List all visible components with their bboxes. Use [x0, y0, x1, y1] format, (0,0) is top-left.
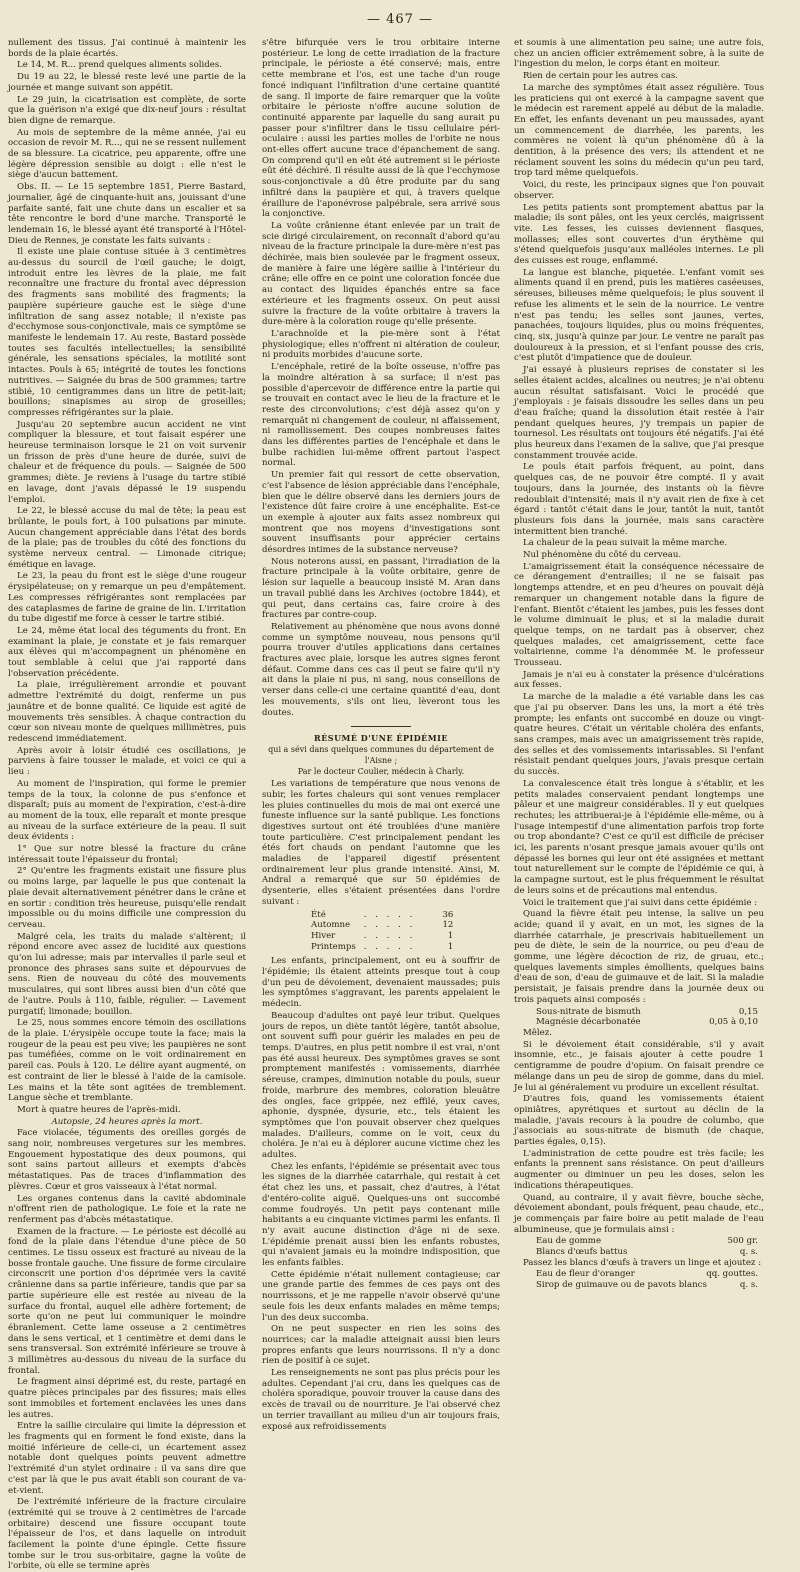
column-left-body — [8, 38, 246, 1572]
paragraph: J'ai essayé à plusieurs reprises de constater si les selles étaient acides, alcalines ou neutres; je n'ai obtenu aucun résultat satisfaisant. Voici le procédé que j'employais : je faisais dissoudre les selles dans un peu d'eau fraîche; quand la dissolution était restée à l'air pendant quelques heures, j'y trempais un papier de tournesol. Les résultats ont toujours été négatifs. J'ai été plus heureux dans l'examen de la salive, que j'ai presque constamment trouvée acide. — [514, 365, 764, 461]
section-subtitle: qui a sévi dans quelques communes du département de l'Aisne ; — [268, 745, 494, 765]
stats-row — [307, 931, 457, 942]
paragraph: On ne peut suspecter en rien les soins des nourrices; car la maladie atteignait aussi bien leurs propres enfants que leurs nourrissons. Il n'y a donc rien de positif à ce sujet. — [262, 1324, 500, 1367]
paragraph: La plaie, irrégulièrement arrondie et pouvant admettre l'extrémité du doigt, renferme un pus jaunâtre et de bonne qualité. Ce liquide est agité de mouvements très sensibles. À chaque contraction du cœur son niveau monte de quelques millimètres, puis redescend immédiatement. — [8, 680, 246, 744]
paragraph: Le fragment ainsi déprimé est, du reste, partagé en quatre pièces principales par des fissures; mais elles sont immobiles et fortement enclavées les unes dans les autres. — [8, 1377, 246, 1420]
paragraph: nullement des tissus. J'ai continué à maintenir les bords de la plaie écartés. — [8, 38, 246, 59]
paragraph: Nous noterons aussi, en passant, l'irradiation de la fracture principale à la voûte orbitaire, genre de lésion sur laquelle a beaucoup insisté M. Aran dans un travail publié dans les Archives (octobre 1844), et qui peut, dans certains cas, faire croire à des fractures par contre-coup. — [262, 556, 500, 621]
recipe-line — [514, 1007, 764, 1018]
column-right — [514, 38, 764, 1291]
recipe-item: Sirop de guimauve ou de pavots blancs — [536, 1280, 707, 1291]
paragraph: La marche des symptômes était assez régulière. Tous les praticiens qui ont exercé à la campagne savent que le médecin est rarement appelé au début de la maladie. En effet, les enfants devenant un peu maussades, ayant un commencement de diarrhée, les parents, les commères ne voient là qu'un phénomène dû à la dentition, à la présence des vers; ils attendent et ne réclament souvent les soins du médecin qu'un peu tard, trop tard même quelquefois. — [514, 82, 764, 179]
paragraph: La chaleur de la peau suivait la même marche. — [523, 538, 728, 549]
paragraph: Le 22, le blessé accuse du mal de tête; la peau est brûlante, le pouls fort, à 100 pulsations par minute. Aucun changement appréciable dans l'état des bords de la plaie; pas de troubles du côté des fonctions du système nerveux central. — Limonade citrique; émétique en lavage. — [8, 506, 246, 570]
paragraph: 2° Qu'entre les fragments existait une fissure plus ou moins large, par laquelle le pus que contenait la plaie devait alternativement pénétrer dans le crâne et en sortir : condition très heureuse, puisqu'elle rendait impossible ou du moins difficile une compression du cerveau. — [8, 866, 246, 930]
paragraph: Le 29 juin, la cicatrisation est complète, de sorte que la guérison n'a exigé que dix-neuf jours : résultat bien digne de remarque. — [8, 94, 246, 126]
recipe-line — [514, 1236, 764, 1247]
season-label: Été — [311, 909, 326, 920]
paragraph: Les organes contenus dans la cavité abdominale n'offrent rien de pathologique. Le foie et la rate ne renferment pas d'abcès métastatique. — [8, 1193, 246, 1225]
recipe-line — [514, 1269, 764, 1280]
recipe-item: Sous-nitrate de bismuth — [536, 1006, 641, 1017]
paragraph: L'arachnoïde et la pie-mère sont à l'état physiologique; elles n'offrent ni altération de couleur, ni produits morbides d'aucune sorte. — [262, 328, 500, 361]
leader-dots: . . . . . — [363, 920, 416, 931]
paragraph: Les petits patients sont promptement abattus par la maladie; ils sont pâles, ont les yeux cerclés, maigrissent vite. Les fesses, les cuisses deviennent flasques, mollasses; elles sont couvertes d'un érythème qui s'étend quelquefois jusqu'aux malléoles internes. Le pli des cuisses est rouge, enflammé. — [514, 202, 764, 267]
stats-row — [307, 942, 457, 953]
paragraph: Rien de certain pour les autres cas. — [523, 71, 679, 82]
recipe-line — [514, 1247, 764, 1258]
recipe-item: Eau de fleur d'oranger — [536, 1269, 635, 1280]
column-middle-body — [262, 38, 500, 1432]
paragraph: Le 24, même état local des téguments du front. En examinant la plaie, je constate et je fais remarquer aux élèves qui m'accompagnent un phénomène en tout semblable à celui que j'ai rapporté dans l'observation précédente. — [8, 625, 246, 679]
section-divider — [351, 726, 411, 727]
paragraph: Relativement au phénomène que nous avons donné comme un symptôme nouveau, nous pensons qu'il pourra trouver d'utiles applications dans certaines fractures avec plaie, lorsque les autres signes feront défaut. Comme dans ces cas il peut se faire qu'il n'y ait dans la plaie ni pus, ni sang, nous conseillons de verser dans celle-ci une certaine quantité d'eau, dont les mouvements, s'ils ont lieu, lèveront tous les doutes. — [262, 621, 500, 718]
paragraph: Le pouls était parfois fréquent, au point, dans quelques cas, de ne pouvoir être compté. Il y avait toujours, dans la journée, des instants où la fièvre redoublait d'intensité; mais il n'y avait rien de fixe à cet égard : tantôt c'était dans le jour, tantôt la nuit, tantôt plusieurs fois dans la journée, mais sans caractère intermittent bien tranché. — [514, 462, 764, 537]
season-label: Printemps — [311, 941, 356, 952]
recipe-note: Passez les blancs d'œufs à travers un linge et ajoutez : — [523, 1257, 762, 1268]
paragraph: s'être bifurquée vers le trou orbitaire interne postérieur. Le long de cette irradiation de la fracture principale, le périoste a été conservé; mais, entre cette membrane et l'os, est une tache d'un rouge foncé indiquant l'infiltration d'une certaine quantité de sang. Il importe de faire remarquer que la voûte orbitaire le périoste n'offre aucune solution de continuité apparente par laquelle du sang aurait pu passer pour s'infiltrer dans le tissu cellulaire péri-oculaire : aussi les parties molles de l'orbite ne nous ont-elles offert aucune trace d'épanchement de sang. On comprend qu'il en eût été autrement si le périoste eût été déchiré. Il résulte aussi de là que l'ecchymose sous-conjonctivale a dû être produite par du sang infiltré dans la paupière et qui, à travers quelque éraillure de l'aponévrose palpébrale, sera arrivé sous la conjonctive. — [262, 38, 500, 220]
paragraph: D'autres fois, quand les vomissements étaient opiniâtres, apyrétiques et surtout au déclin de la maladie, j'avais recours à la poudre de columbo, que j'associais au sous-nitrate de bismuth (de chaque, parties égales, 0,15). — [514, 1094, 764, 1148]
paragraph: La marche de la maladie a été variable dans les cas que j'ai pu observer. Dans les uns, la mort a été très prompte; les enfants ont succombé en douze ou vingt-quatre heures. C'était un véritable choléra des enfants, sans crampes, mais avec un amaigrissement très rapide, des selles et des vomissements intarissables. Si l'enfant résistait pendant quelques jours, j'avais presque certain du succès. — [514, 692, 764, 778]
paragraph: Il existe une plaie contuse située à 3 centimètres au-dessus du sourcil de l'œil gauche; le doigt, introduit entre les lèvres de la plaie, me fait reconnaître une fracture du frontal avec dépression des fragments sans mobilité des fragments; la paupière supérieure gauche est le siège d'une infiltration de sang assez notable; il n'existe pas d'ecchymose sous-conjonctivale, mais ce symptôme se manifeste le lendemain 17. Au reste, Bastard possède toutes ses facultés intellectuelles; la sensibilité générale, les sensations spéciales, la motilité sont intactes. Pouls à 65; intégrité de toutes les fonctions nutritives. — Saignée du bras de 500 grammes; tartre stibié, 10 centigrammes dans un litre de petit-lait; bouillons; sinapismes au sirop de groseilles; compresses réfrigérantes sur la plaie. — [8, 247, 246, 418]
paragraph: 1° Que sur notre blessé la fracture du crâne intéressait toute l'épaisseur du frontal; — [8, 844, 246, 865]
paragraph: Du 19 au 22, le blessé reste levé une partie de la journée et mange suivant son appétit. — [8, 72, 246, 93]
season-count: 1 — [447, 930, 454, 941]
paragraph: L'administration de cette poudre est très facile; les enfants la prennent sans résistance. On peut d'ailleurs augmenter ou diminuer un peu les doses, selon les indications thérapeutiques. — [514, 1148, 764, 1191]
paragraph: Quand, au contraire, il y avait fièvre, bouche sèche, dévoiement abondant, pouls fréquent, peau chaude, etc., je commençais par faire boire au petit malade de l'eau albumineuse, que je formulais ainsi : — [514, 1192, 764, 1235]
recipe-item: Blancs d'œufs battus — [536, 1247, 628, 1258]
autopsy-title: Autopsie, 24 heures après la mort. — [51, 1116, 203, 1127]
paragraph: Malgré cela, les traits du malade s'altèrent; il répond encore avec assez de lucidité aux questions qu'on lui adresse; mais par intervalles il parle seul et prononce des phrases sans suite et dépourvues de sens. Rien de nouveau du côté des mouvements musculaires, qui sont libres aussi bien d'un côté que de l'autre. Pouls à 110, faible, régulier. — Lavement purgatif; limonade; bouillon. — [8, 931, 246, 1017]
recipe-quantity: 0,05 à 0,10 — [709, 1017, 758, 1028]
section-title: RÉSUMÉ D'UNE ÉPIDÉMIE — [314, 733, 448, 744]
recipe-item: Eau de gomme — [536, 1236, 602, 1247]
paragraph: Après avoir à loisir étudié ces oscillations, je parviens à faire tousser le malade, et voici ce qui a lieu : — [8, 745, 246, 778]
season-count: 1 — [447, 941, 454, 952]
column-left — [8, 38, 246, 1572]
paragraph: Les renseignements ne sont pas plus précis pour les adultes. Cependant j'ai cru, dans les quelques cas de choléra sporadique, pouvoir trouver la cause dans des excès de travail ou de nourriture. Je l'ai observé chez un terrier travaillant au milieu d'un air toujours frais, exposé aux refroidissements — [262, 1368, 500, 1432]
paragraph: La voûte crânienne étant enlevée par un trait de scie dirigé circulairement, on reconnaît d'abord qu'au niveau de la fracture principale la dure-mère n'est pas déchirée, mais bien soulevée par le fragment osseux, de manière à faire une légère saillie à l'intérieur du crâne; elle offre en ce point une coloration foncée due au contact des liquides épanchés entre sa face extérieure et les fragments osseux. On peut aussi suivre la fracture de la voûte orbitaire à travers la dure-mère à la coloration rouge qu'elle présente. — [262, 220, 500, 328]
paragraph: Face violacée, téguments des oreilles gorgés de sang noir, nombreuses vergetures sur les membres. Engouement hypostatique des deux poumons, qui sont sains partout ailleurs et exempts d'abcès métastatiques. Pas de traces d'inflammation des plèvres. Cœur et gros vaisseaux à l'état normal. — [8, 1128, 246, 1192]
recipe-line — [514, 1017, 764, 1028]
column-middle — [262, 38, 500, 1432]
paragraph: Nul phénomène du côté du cerveau. — [523, 550, 682, 561]
paragraph: Jamais je n'ai eu à constater la présence d'ulcérations aux fesses. — [514, 669, 764, 691]
season-label: Hiver — [311, 930, 336, 941]
paragraph: Entre la saillie circulaire qui limite la dépression et les fragments qui en forment le fond existe, dans la moitié inférieure de celle-ci, un écartement assez notable dont quelques points peuvent admettre l'extrémité d'un stylet ordinaire : il va sans dire que c'est par là que le pus avait établi son courant de va-et-vient. — [8, 1421, 246, 1496]
paragraph: Voici, du reste, les principaux signes que l'on pouvait observer. — [514, 180, 764, 201]
paragraph: Examen de la fracture. — Le périoste est décollé au fond de la plaie dans l'étendue d'une pièce de 50 centimes. Le tissu osseux est fracturé au niveau de la bosse frontale gauche. Une fissure de forme circulaire circonscrit une portion d'os déprimée vers la cavité crânienne dans sa partie inférieure, tandis que par sa partie supérieure elle est restée au niveau de la surface du frontal, auquel elle adhère fortement; de sorte qu'on ne peut lui communiquer le moindre ébranlement. Cette lame osseuse a 2 centimètres dans le sens vertical, et 1 centimètre et demi dans le sens transversal. Son extrémité inférieure se trouve à 3 millimètres au-dessous du niveau de la surface du frontal. — [8, 1226, 246, 1376]
leader-dots: . . . . . — [363, 930, 416, 941]
season-stats-table — [307, 910, 457, 953]
paragraph: Beaucoup d'adultes ont payé leur tribut. Quelques jours de repos, un diète tantôt légère, tantôt absolue, ont souvent suffi pour guérir les malades en peu de temps. D'autres, en plus petit nombre il est vrai, n'ont pas été aussi heureux. Des symptômes graves se sont promptement manifestés : vomissements, diarrhée séreuse, crampes, diminution notable du pouls, sueur froide, marbrure des membres, coloration bleuâtre des ongles, face grippée, nez effilé, yeux caves, aphonie, dyspnée, dysurie, etc., tels étaient les symptômes que l'on pouvait observer chez quelques malades. D'ailleurs, comme on le voit, ceux du choléra. Je n'ai eu à déplorer aucune victime chez les adultes. — [262, 1010, 500, 1161]
paragraph: La convalescence était très longue à s'établir, et les petits malades conservaient pendant longtemps une pâleur et une maigreur considérables. Il y eut quelques rechutes; les attribuerai-je à l'épidémie elle-même, ou à l'usage intempestif d'une alimentation parfois trop forte ou trop abondante? C'est ce qu'il est difficile de préciser ici, les parents n'osant presque jamais avouer qu'ils ont dépassé les bornes qui leur ont été assignées et mettant tout naturellement sur le compte de l'épidémie ce qui, à la campagne surtout, est le plus fréquemment le résultat de leurs soins et de précautions mal entendus. — [514, 778, 764, 896]
paragraph: et soumis à une alimentation peu saine; une autre fois, chez un ancien officier extrêmement sobre, à la suite de l'ingestion du melon, le corps étant en moiteur. — [514, 38, 764, 70]
paragraph: La langue est blanche, piquetée. L'enfant vomit ses aliments quand il en prend, puis les matières caséeuses, séreuses, bilieuses même quelquefois; le plus souvent il refuse les aliments et le sein de la nourrice. Le ventre n'est pas tendu; les selles sont jaunes, vertes, panachées, toujours liquides, plus ou moins fréquentes, cinq, six, jusqu'à quinze par jour. Le ventre ne paraît pas douloureux à la pression, et si l'enfant pousse des cris, c'est plutôt d'impatience que de douleur. — [514, 267, 764, 364]
paragraph: Voici le traitement que j'ai suivi dans cette épidémie : — [523, 897, 758, 908]
section-author: Par le docteur Coulier, médecin à Charly. — [297, 767, 465, 777]
leader-dots: . . . . . — [363, 941, 416, 952]
column-right-body — [514, 38, 764, 1291]
recipe-line — [514, 1280, 764, 1291]
recipe-quantity: qq. gouttes. — [706, 1269, 758, 1280]
paragraph: Cette épidémie n'était nullement contagieuse; car une grande partie des femmes de ces pays ont des nourrissons, et je me rappelle n'avoir observé qu'une seule fois les deux enfants malades en même temps; l'un des deux succomba. — [262, 1269, 500, 1323]
recipe-quantity: 500 gr. — [727, 1236, 758, 1247]
leader-dots: . . . . . — [363, 909, 416, 920]
paragraph: Obs. II. — Le 15 septembre 1851, Pierre Bastard, journalier, âgé de cinquante-huit ans, jouissant d'une parfaite santé, fait une chute dans un escalier et sa tête rencontre le bord d'une marche. Transporté le lendemain 16, le blessé ayant été transporté à l'Hôtel-Dieu de Rennes, je constate les faits suivants : — [8, 182, 246, 246]
season-count: 12 — [442, 920, 454, 931]
paragraph: L'amaigrissement était la conséquence nécessaire de ce dérangement d'entrailles; il ne se faisait pas longtemps attendre, et en peu d'heures on pouvait déjà remarquer un changement notable dans la figure de l'enfant. Bientôt c'étaient les jambes, puis les fesses dont le volume diminuait le plus; et si la maladie durait quelque temps, on ne tardait pas à observer, chez quelques malades, cet amaigrissement, cette face voltairienne, comme l'a dénommée M. le professeur Trousseau. — [514, 561, 764, 669]
paragraph: Mort à quatre heures de l'après-midi. — [17, 1104, 181, 1115]
paragraph: Un premier fait qui ressort de cette observation, c'est l'absence de lésion appréciable dans l'encéphale, bien que le délire observé dans les derniers jours de l'existence dût faire croire à une encéphalite. Est-ce un exemple à ajouter aux faits assez nombreux qui montrent que nos moyens d'investigations sont souvent insuffisants pour apprécier certains désordres intimes de la substance nerveuse? — [262, 470, 500, 556]
paragraph: Le 23, la peau du front est le siège d'une rougeur érysipélateuse; on y remarque un peu d'empâtement. Les compresses réfrigérantes sont remplacées par des cataplasmes de farine de graine de lin. L'irritation du tube digestif me force à cesser le tartre stibié. — [8, 571, 246, 625]
paragraph: De l'extrémité inférieure de la fracture circulaire (extrémité qui se trouve à 2 centimètres de l'arcade orbitaire) descend une fissure occupant toute l'épaisseur de l'os, et dans laquelle on introduit facilement la pointe d'une épingle. Cette fissure tombe sur le trou sus-orbitaire, gagne la voûte de l'orbite, où elle se termine après — [8, 1497, 246, 1572]
paragraph: Les enfants, principalement, ont eu à souffrir de l'épidémie; ils étaient atteints presque tout à coup d'un peu de dévoiement, devenaient maussades; puis les symptômes s'aggravant, les parents appelaient le médecin. — [262, 956, 500, 1010]
recipe-quantity: q. s. — [739, 1280, 758, 1291]
paragraph: Le 14, M. R... prend quelques aliments solides. — [17, 60, 222, 71]
stats-row — [307, 910, 457, 921]
paragraph: Au moment de l'inspiration, qui forme le premier temps de la toux, la colonne de pus s'enfonce et disparaît; puis au moment de l'expiration, c'est-à-dire au moment de la toux, elle reparaît et monte presque au niveau de la surface extérieure de la peau. Il suit deux évidents : — [8, 778, 246, 843]
recipe-item: Magnésie décarbonatée — [536, 1017, 641, 1028]
paragraph: L'encéphale, retiré de la boîte osseuse, n'offre pas la moindre altération à sa surface; il n'est pas possible d'apercevoir de différence entre la partie qui se trouvait en contact avec le lieu de la fracture et le reste des circonvolutions; c'est déjà assez qu'on y remarquât ni changement de couleur, ni affaissement, ni ramollissement. Des coupes nombreuses faites dans les différentes parties de l'encéphale et dans le bulbe rachidien lui-même offrent partout l'aspect normal. — [262, 362, 500, 469]
recipe-quantity: 0,15 — [738, 1006, 758, 1017]
recipe-instruction: Mêlez. — [523, 1027, 552, 1038]
page-number: — 467 — — [366, 12, 434, 27]
paragraph: Chez les enfants, l'épidémie se présentait avec tous les signes de la diarrhée catarrhale, qui restait à cet état chez les uns, et passait, chez d'autres, à l'état d'entéro-colite aiguë. Quelques-uns ont succombé comme foudroyés. Un petit pays contenant mille habitants a eu cinquante victimes parmi les enfants. Il n'y avait aucune distinction d'âge ni de sexe. L'épidémie prenait aussi bien les enfants robustes, qui n'avaient jamais eu la moindre indisposition, que les enfants faibles. — [262, 1161, 500, 1269]
season-count: 36 — [442, 909, 454, 920]
stats-row — [307, 920, 457, 931]
paragraph: Le 25, nous sommes encore témoin des oscillations de la plaie. L'érysipèle occupe toute la face; mais la rougeur de la peau est peu vive; les paupières ne sont pas tuméfiées, comme on le voit ordinairement en pareil cas. Pouls à 120. Le délire ayant augmenté, on est contraint de lier le blessé à l'aide de la camisole. Les mains et la tête sont agitées de tremblement. Langue sèche et tremblante. — [8, 1018, 246, 1104]
paragraph: Jusqu'au 20 septembre aucun accident ne vint compliquer la blessure, et tout faisait espérer une heureuse terminaison lorsque le 21 on voit survenir un frisson de près d'une heure de durée, suivi de chaleur et de fréquence du pouls. — Saignée de 500 grammes; diète. Je reviens à l'usage du tartre stibié en lavage, dont j'avais dépassé le 19 suspendu l'emploi. — [8, 419, 246, 505]
paragraph: Les variations de température que nous venons de subir, les fortes chaleurs qui sont venues remplacer les pluies continuelles du mois de mai ont exercé une funeste influence sur la santé publique. Les fonctions digestives surtout ont été troublées d'une manière toute particulière. C'est principalement pendant les étés fort chauds on pendant l'automne que les maladies de l'appareil digestif présentent ordinairement leur plus grande intensité. Ainsi, M. Andral a remarqué que sur 50 épidémies de dysenterie, elles s'étaient présentées dans l'ordre suivant : — [262, 779, 500, 907]
paragraph: Si le dévoiement était considérable, s'il y avait insomnie, etc., je faisais ajouter à cette poudre 1 centigramme de poudre d'opium. On faisait prendre ce mélange dans un peu de sirop de gomme, dans du miel. Je lui ai généralement vu produire un excellent résultat. — [514, 1039, 764, 1093]
recipe-quantity: q. s. — [739, 1247, 758, 1258]
paragraph: Au mois de septembre de la même année, j'ai eu occasion de revoir M. R..., qui ne se ressent nullement de sa blessure. La cicatrice, peu apparente, offre une légère dépression sensible au doigt : elle n'est le siège d'aucun battement. — [8, 127, 246, 181]
paragraph: Quand la fièvre était peu intense, la salive un peu acide; quand il y avait, en un mot, les signes de la diarrhée catarrhale, je prescrivais habituellement un peu de diète, le sein de la nourrice, ou peu d'eau de gomme, une légère décoction de riz, de gruau, etc.; quelques lavements simples émollients, quelques bains d'eau de son, d'eau de guimauve et de lait. Si la maladie persistait, je faisais prendre dans la journée deux ou trois paquets ainsi composés : — [514, 909, 764, 1005]
season-label: Automne — [311, 920, 351, 931]
